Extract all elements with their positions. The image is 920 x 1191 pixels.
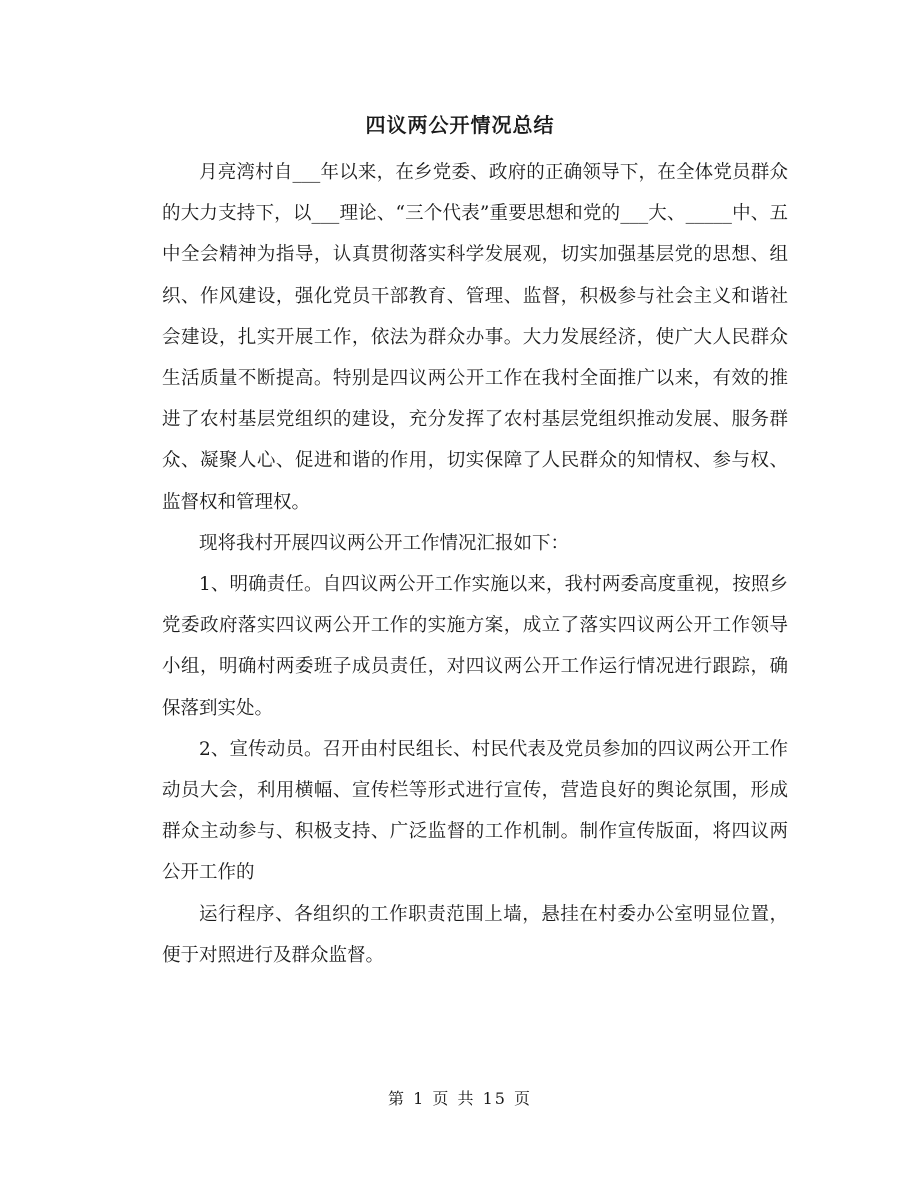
- footer-prefix: 第: [387, 1089, 406, 1108]
- paragraph-report-lead: 现将我村开展四议两公开工作情况汇报如下：: [199, 532, 570, 554]
- paragraph-item-2-continued: 运行程序、各组织的工作职责范围上墙，悬挂在村委办公室明显位置，便于对照进行及群众监督。: [162, 903, 788, 966]
- document-title: 四议两公开情况总结: [365, 113, 555, 137]
- page-footer: [0, 1088, 920, 1110]
- footer-total-pages: 15: [482, 1089, 507, 1108]
- paragraph-item-2-publicity: 2、宣传动员。召开由村民组长、村民代表及党员参加的四议两公开工作动员大会，利用横幅、宣传栏等形式进行宣传，营造良好的舆论氛围，形成群众主动参与、积极支持、广泛监督的工作机制。制作宣传版面，将四议两公开工作的: [162, 738, 788, 884]
- paragraph-intro: 月亮湾村自___年以来，在乡党委、政府的正确领导下，在全体党员群众的大力支持下，以___理论、“三个代表”重要思想和党的___大、_____中、五中全会精神为指导，认真贯彻落实科学发展观，切实加强基层党的思想、组织、作风建设，强化党员干部教育、管理、监督，积极参与社会主义和谐社会建设，扎实开展工作，依法为群众办事。大力发展经济，使广大人民群众生活质量不断提高。特别是四议两公开工作在我村全面推广以来，有效的推进了农村基层党组织的建设，充分发挥了农村基层党组织推动发展、服务群众、凝聚人心、促进和谐的作用，切实保障了人民群众的知情权、参与权、监督权和管理权。: [162, 162, 788, 513]
- footer-total-label: 共: [457, 1089, 476, 1108]
- footer-page-unit: 页: [432, 1089, 451, 1108]
- footer-suffix: 页: [514, 1089, 533, 1108]
- footer-current-page: 1: [413, 1089, 426, 1108]
- paragraph-item-1-responsibility: 1、明确责任。自四议两公开工作实施以来，我村两委高度重视，按照乡党委政府落实四议两公开工作的实施方案，成立了落实四议两公开工作领导小组，明确村两委班子成员责任，对四议两公开工作运行情况进行跟踪，确保落到实处。: [162, 574, 788, 719]
- document-body: [162, 152, 788, 976]
